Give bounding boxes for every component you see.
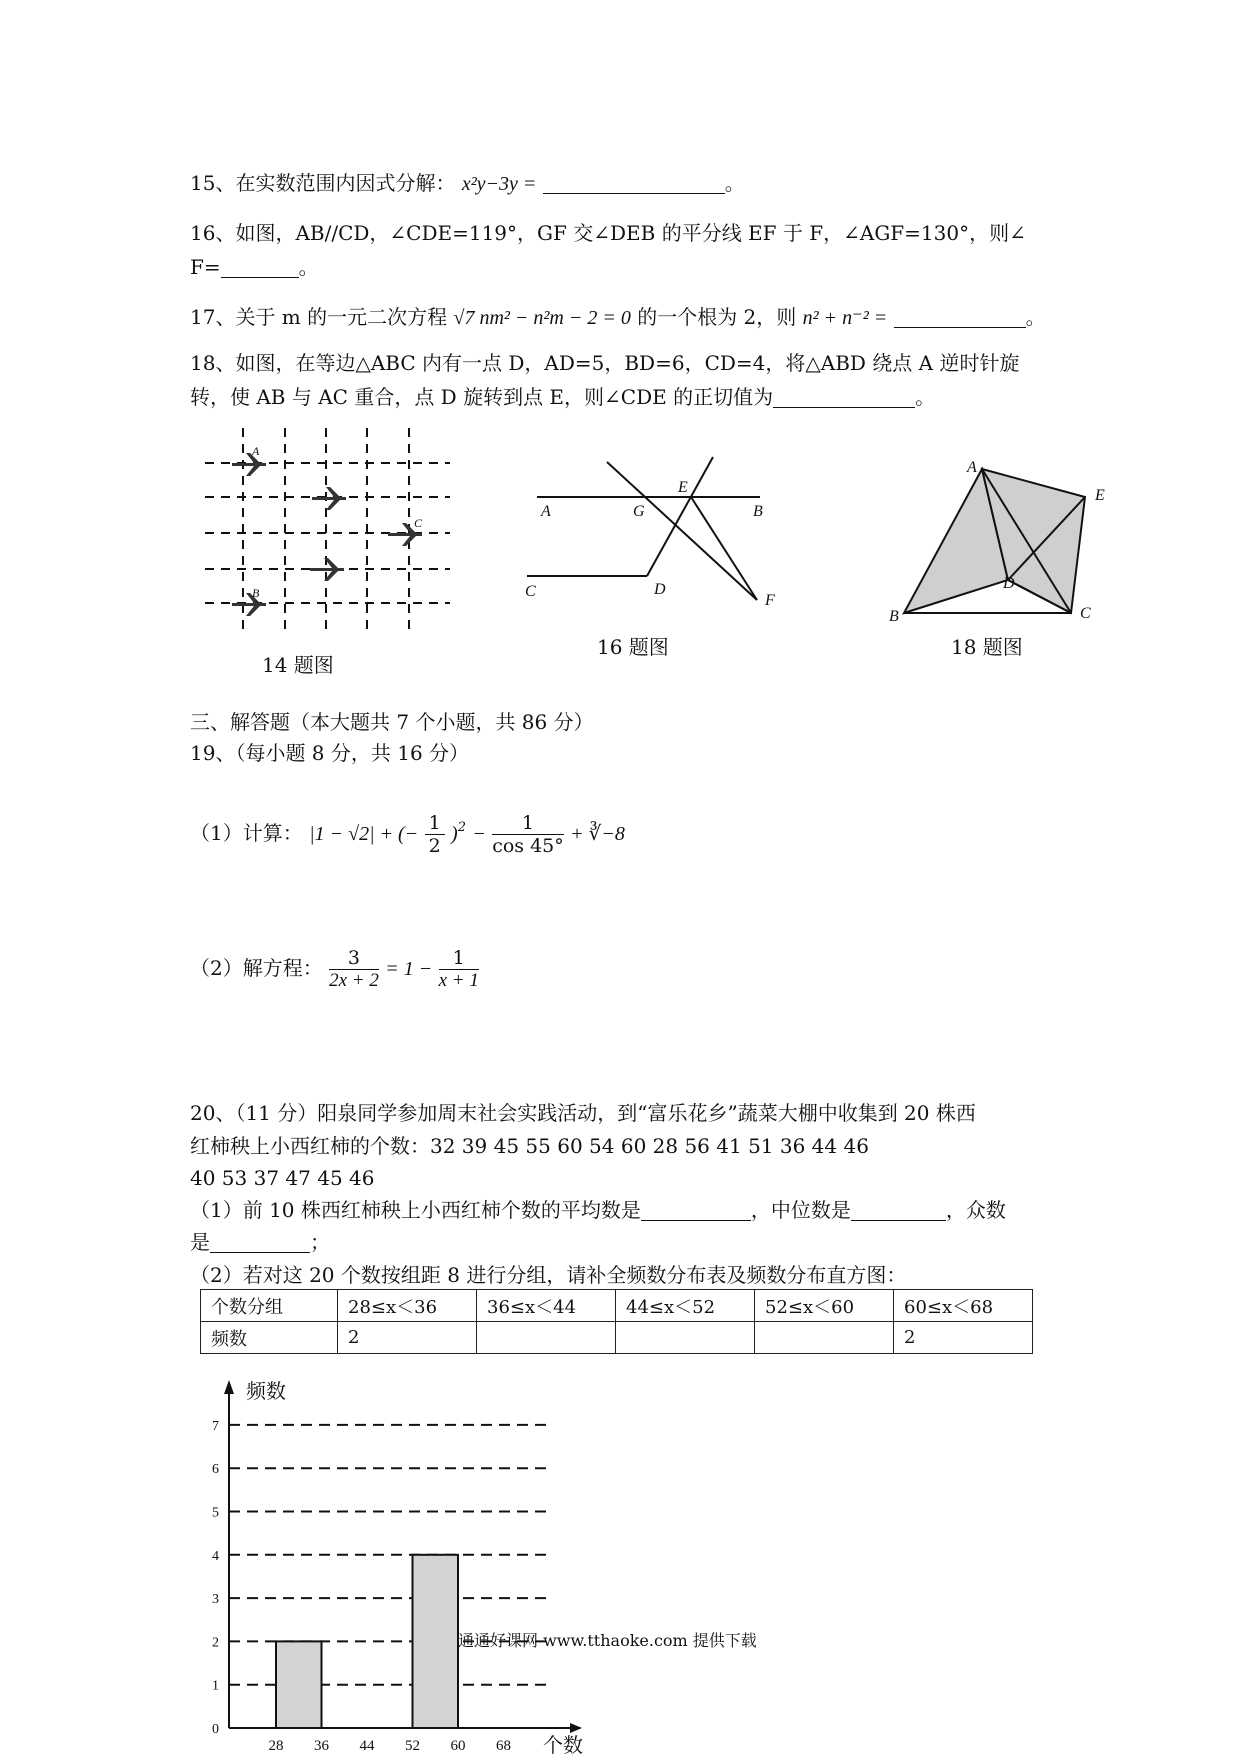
table-header-cell: 60≤x＜68 — [894, 1290, 1033, 1322]
q20-part1 — [190, 1197, 1006, 1223]
y-tick-label: 4 — [212, 1548, 219, 1564]
q17-text: 17、关于 m 的一元二次方程 — [190, 305, 448, 329]
fig14-label-c: C — [414, 516, 423, 530]
q17-mid: 的一个根为 2，则 — [637, 305, 797, 329]
section3-heading: 三、解答题（本大题共 7 个小题，共 86 分） — [190, 710, 594, 734]
cos-fraction: $\frac{1}{\cos 45^\circ}$ — [492, 812, 564, 857]
figures-svg — [0, 0, 1240, 700]
fig14-label-a: A — [252, 444, 260, 458]
fig16-label-e: E — [678, 479, 688, 496]
x-tick-label: 36 — [314, 1738, 329, 1754]
x-tick-label: 52 — [405, 1738, 420, 1754]
fig14-caption: 14 题图 — [262, 653, 334, 677]
y-tick-label: 7 — [212, 1418, 219, 1434]
fig18-label-b: B — [889, 608, 899, 625]
q17-equation: √7 nm² − n²m − 2 = 0 — [453, 307, 631, 329]
airplane-icon — [232, 593, 266, 616]
table-cell[interactable] — [616, 1322, 755, 1354]
q20-part2: （2）若对这 20 个数按组距 8 进行分组，请补全频数分布表及频数分布直方图： — [190, 1263, 907, 1287]
q20-p1-d: 是 — [190, 1230, 210, 1254]
table-header-cell: 52≤x＜60 — [755, 1290, 894, 1322]
y-axis-arrow-icon — [224, 1380, 234, 1394]
q19-2-label: （2）解方程： — [190, 956, 323, 980]
q18-text: 转，使 AB 与 AC 重合，点 D 旋转到点 E，则∠CDE 的正切值为 — [190, 385, 774, 409]
mean-blank[interactable] — [641, 1200, 751, 1221]
q20-part1-cont — [190, 1229, 330, 1255]
q19-part1: （1）计算： |1 − √2| + (− $\frac{1}{2}$ )$^2$ − $\frac{1}{\cos 45^\circ}$ + ∛−8 — [190, 812, 625, 857]
q15-end: 。 — [724, 171, 745, 195]
q20-line1: 20、（11 分）阳泉同学参加周末社会实践活动，到“富乐花乡”蔬菜大棚中收集到 20 株西 — [190, 1101, 976, 1125]
q20-p1-c: ，众数 — [945, 1198, 1006, 1222]
table-cell[interactable]: 2 — [894, 1322, 1033, 1354]
fig16-label-a: A — [541, 503, 551, 520]
q16-end: 。 — [298, 255, 319, 279]
y-tick-label: 0 — [212, 1722, 219, 1737]
table-cell[interactable] — [755, 1322, 894, 1354]
figure-18 — [904, 469, 1085, 613]
fig16-caption: 16 题图 — [597, 635, 669, 659]
fig16-label-g: G — [633, 503, 645, 520]
table-header-cell: 44≤x＜52 — [616, 1290, 755, 1322]
fig18-caption: 18 题图 — [951, 635, 1023, 659]
fig18-label-d: D — [1003, 575, 1015, 592]
fig18-label-e: E — [1095, 487, 1105, 504]
y-tick-label: 5 — [212, 1505, 219, 1521]
table-header-row — [201, 1290, 1033, 1322]
q16-f-label: F= — [190, 255, 221, 279]
frequency-table — [200, 1289, 1033, 1354]
x-tick-label: 28 — [268, 1738, 284, 1754]
x-tick-label: 60 — [450, 1738, 466, 1754]
q20-p1-b: ，中位数是 — [750, 1198, 851, 1222]
q20-line2: 红柿秧上小西红柿的个数：32 39 45 55 60 54 60 28 56 41 51 36 44 46 — [190, 1134, 869, 1158]
q17-expression: n² + n⁻² = — [802, 307, 888, 329]
q19-1-exponent: 2 — [457, 820, 466, 835]
airplane-icon — [312, 487, 346, 510]
fig16-label-d: D — [654, 581, 666, 598]
watermark-text: 通通好课网 www.tthaoke.com 提供下载 — [458, 1631, 757, 1650]
airplane-icon — [310, 558, 344, 581]
q20-p1-a: （1）前 10 株西红柿秧上小西红柿个数的平均数是 — [190, 1198, 641, 1222]
right-fraction: $\frac{1}{x + 1}$ — [438, 947, 479, 991]
q17-end: 。 — [1025, 305, 1046, 329]
q19-2-eq: = 1 − — [385, 958, 433, 980]
q20-line3: 40 53 37 47 45 46 — [190, 1166, 375, 1190]
frequency-histogram[interactable] — [0, 1370, 1240, 1754]
q19-1-expr-a: |1 − √2| + (− — [309, 823, 419, 845]
y-tick-label: 6 — [212, 1462, 219, 1478]
table-header-cell: 36≤x＜44 — [477, 1290, 616, 1322]
airplane-icon — [232, 453, 266, 476]
fig16-label-c: C — [525, 583, 536, 600]
x-tick-label: 44 — [359, 1738, 375, 1754]
fig14-label-b: B — [252, 586, 260, 600]
q19-1-minus: − — [472, 823, 486, 845]
table-header-cell: 个数分组 — [201, 1290, 338, 1322]
y-tick-label: 3 — [212, 1592, 219, 1608]
median-blank[interactable] — [851, 1200, 946, 1221]
q19-1-tail: + ∛−8 — [570, 823, 625, 845]
table-row-label: 频数 — [201, 1322, 338, 1354]
fig16-label-f: F — [765, 592, 775, 609]
q15-math: x²y−3y = — [461, 173, 537, 195]
table-cell[interactable] — [477, 1322, 616, 1354]
q18-end: 。 — [915, 385, 936, 409]
mode-blank[interactable] — [210, 1232, 310, 1253]
left-fraction: $\frac{3}{2x + 2}$ — [329, 947, 379, 991]
q16-line1: 16、如图，AB//CD，∠CDE=119°，GF 交∠DEB 的平分线 EF 于 F，∠AGF=130°，则∠ — [190, 221, 1026, 245]
figure-16 — [527, 457, 760, 600]
x-axis-label: 个数 — [543, 1733, 583, 1754]
q19-heading: 19、（每小题 8 分，共 16 分） — [190, 741, 470, 765]
x-axis-arrow-icon — [570, 1723, 582, 1733]
fig18-label-a: A — [967, 459, 977, 476]
y-axis-label: 频数 — [246, 1379, 286, 1403]
fig18-label-c: C — [1080, 605, 1091, 622]
half-fraction: $\frac{1}{2}$ — [425, 812, 445, 857]
histogram-bar — [413, 1555, 459, 1728]
q19-1-label: （1）计算： — [190, 821, 303, 845]
q15-text: 15、在实数范围内因式分解： — [190, 171, 456, 195]
histogram-bar — [276, 1641, 322, 1728]
x-tick-label: 68 — [496, 1738, 511, 1754]
q18-line1: 18、如图，在等边△ABC 内有一点 D，AD=5，BD=6，CD=4，将△ABD 绕点 A 逆时针旋 — [190, 351, 1020, 375]
table-cell[interactable]: 2 — [338, 1322, 477, 1354]
table-header-cell: 28≤x＜36 — [338, 1290, 477, 1322]
q20-p1-end: ； — [310, 1230, 330, 1254]
y-tick-label: 2 — [212, 1635, 219, 1651]
fig16-label-b: B — [753, 503, 763, 520]
y-tick-label: 1 — [212, 1678, 219, 1694]
q19-part2 — [190, 940, 479, 997]
table-row — [201, 1322, 1033, 1354]
